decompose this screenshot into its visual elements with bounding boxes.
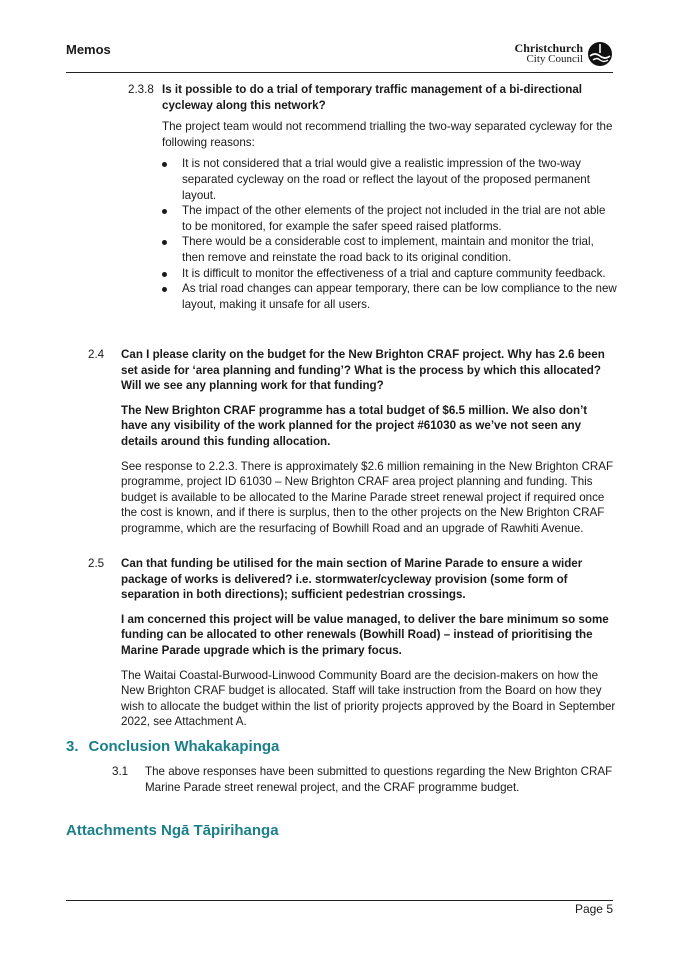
logo-line1: Christchurch xyxy=(514,41,583,55)
bullet-icon xyxy=(162,209,167,214)
section-2-5 xyxy=(88,556,616,730)
bullet-icon xyxy=(162,162,167,167)
section-3-1 xyxy=(112,764,616,795)
reasons-list xyxy=(162,156,618,312)
header-label: Memos xyxy=(66,42,111,57)
intro-text: The project team would not recommend trialling the two-way separated cycleway for the following reasons: xyxy=(162,120,613,149)
list-item: There would be a considerable cost to implement, maintain and monitor the trial, then remove and reinstate the road back to its original condition. xyxy=(162,234,618,265)
conclusion-text: The above responses have been submitted to questions regarding the New Brighton CRAF Marine Parade street renewal project, and the CRAF programme budget. xyxy=(145,765,613,794)
section-number: 3.1 xyxy=(112,765,129,778)
attachments-heading: Attachments Ngā Tāpirihanga xyxy=(66,822,279,839)
question-text: Can I please clarity on the budget for the New Brighton CRAF project. Why has 2.6 been set aside for ‘area planning and funding’? What is the process by which this allocated? Will we see any planning work for that funding? xyxy=(121,348,605,393)
statement-text: I am concerned this project will be value managed, to deliver the bare minimum so some funding can be allocated to other renewals (Bowhill Road) – instead of prioritising the Marine Parade upgrade which is the primary focus. xyxy=(121,612,609,657)
section-number: 2.5 xyxy=(88,557,105,570)
list-item: The impact of the other elements of the project not included in the trial are not able to be monitored, for example the safer speed raised platforms. xyxy=(162,203,618,234)
council-emblem-icon xyxy=(587,41,613,67)
bullet-icon xyxy=(162,287,167,292)
section-2-4 xyxy=(88,347,616,537)
page-header xyxy=(66,40,613,73)
section-number: 2.4 xyxy=(88,348,105,361)
list-item: It is not considered that a trial would give a realistic impression of the two-way separated cycleway on the road or reflect the layout of the proposed permanent layout. xyxy=(162,156,618,203)
statement-text: The New Brighton CRAF programme has a total budget of $6.5 million. We also don’t have any visibility of the work planned for the project #61030 as we’ve not seen any details around this funding allocation. xyxy=(121,403,588,448)
page-number: Page 5 xyxy=(574,902,613,916)
council-logo xyxy=(515,40,613,68)
heading-number: 3. xyxy=(66,738,79,755)
footer-divider xyxy=(66,900,613,901)
logo-line2: City Council xyxy=(526,53,583,65)
section-number: 2.3.8 xyxy=(128,83,154,96)
heading-title: Conclusion Whakakapinga xyxy=(88,738,280,755)
response-text: See response to 2.2.3. There is approximately $2.6 million remaining in the New Brighton CRAF programme, project ID 61030 – New Brighton CRAF area project planning and funding. This budget is available to be allocated to the Marine Parade street renewal project if required once the cost is known, and if there is surplus, then to the other projects on the New Brighton CRAF programme, which are the resurfacing of Bowhill Road and an upgrade of Rawhiti Avenue. xyxy=(121,459,614,535)
bullet-icon xyxy=(162,272,167,277)
question-text: Can that funding be utilised for the main section of Marine Parade to ensure a wider package of works is delivered? i.e. stormwater/cycleway provision (some form of separation in both directions); sufficient pedestrian crossings. xyxy=(121,557,583,602)
list-item: It is difficult to monitor the effectiveness of a trial and capture community feedback. xyxy=(162,266,618,282)
question-text: Is it possible to do a trial of temporary traffic management of a bi-directional cycleway along this network? xyxy=(162,83,583,112)
response-text: The Waitai Coastal-Burwood-Linwood Community Board are the decision-makers on how the New Brighton CRAF budget is allocated. Staff will take instruction from the Board on how they wish to allocate the budget within the list of priority projects approved by the Board in September 2022, see Attachment A. xyxy=(121,668,616,729)
list-item: As trial road changes can appear temporary, there can be low compliance to the new layout, making it unsafe for all users. xyxy=(162,281,618,312)
conclusion-heading xyxy=(66,738,279,755)
bullet-icon xyxy=(162,240,167,245)
section-2-3-8 xyxy=(128,82,618,312)
